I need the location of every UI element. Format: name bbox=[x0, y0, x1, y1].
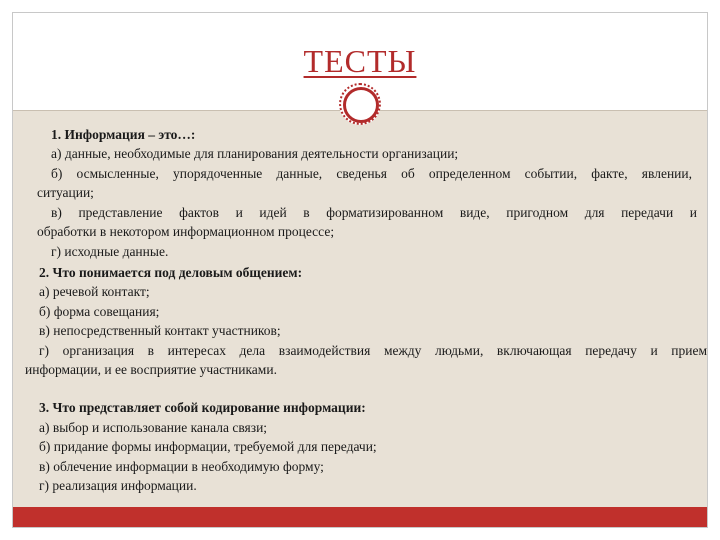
question-3-option-b: б) придание формы информации, требуемой для передачи; bbox=[39, 439, 377, 454]
question-3: 3. Что представляет собой кодирование информации: bbox=[39, 400, 366, 415]
circle-ornament-icon bbox=[339, 83, 381, 125]
question-1-option-b-cont: ситуации; bbox=[37, 185, 94, 200]
question-2-option-b: б) форма совещания; bbox=[39, 304, 160, 319]
question-1: 1. Информация – это…: bbox=[51, 127, 196, 142]
slide bbox=[12, 12, 708, 528]
question-2-option-d-cont: информации, и ее восприятие участниками. bbox=[25, 362, 277, 377]
question-2: 2. Что понимается под деловым общением: bbox=[39, 265, 303, 280]
question-3-option-a: а) выбор и использование канала связи; bbox=[39, 420, 268, 435]
question-1-option-c: в) представление фактов и идей в форматизированном виде, пригодном для передачи и bbox=[51, 205, 697, 220]
question-2-option-d: г) организация в интересах дела взаимодействия между людьми, включающая передачу и прием bbox=[39, 343, 707, 358]
question-1-option-a: а) данные, необходимые для планирования деятельности организации; bbox=[51, 146, 459, 161]
question-1-option-d: г) исходные данные. bbox=[51, 244, 169, 259]
bottom-accent-bar bbox=[13, 507, 707, 527]
question-2-option-c: в) непосредственный контакт участников; bbox=[39, 323, 281, 338]
question-3-option-d: г) реализация информации. bbox=[39, 478, 197, 493]
ornament-ring bbox=[343, 87, 379, 123]
question-1-option-b: б) осмысленные, упорядоченные данные, сведенья об определенном событии, факте, явлении, bbox=[51, 166, 692, 181]
question-2-option-a: а) речевой контакт; bbox=[39, 284, 150, 299]
question-1-option-c-cont: обработки в некотором информационном процессе; bbox=[37, 224, 335, 239]
question-3-option-c: в) облечение информации в необходимую форму; bbox=[39, 459, 324, 474]
page-title: ТЕСТЫ bbox=[303, 43, 417, 79]
